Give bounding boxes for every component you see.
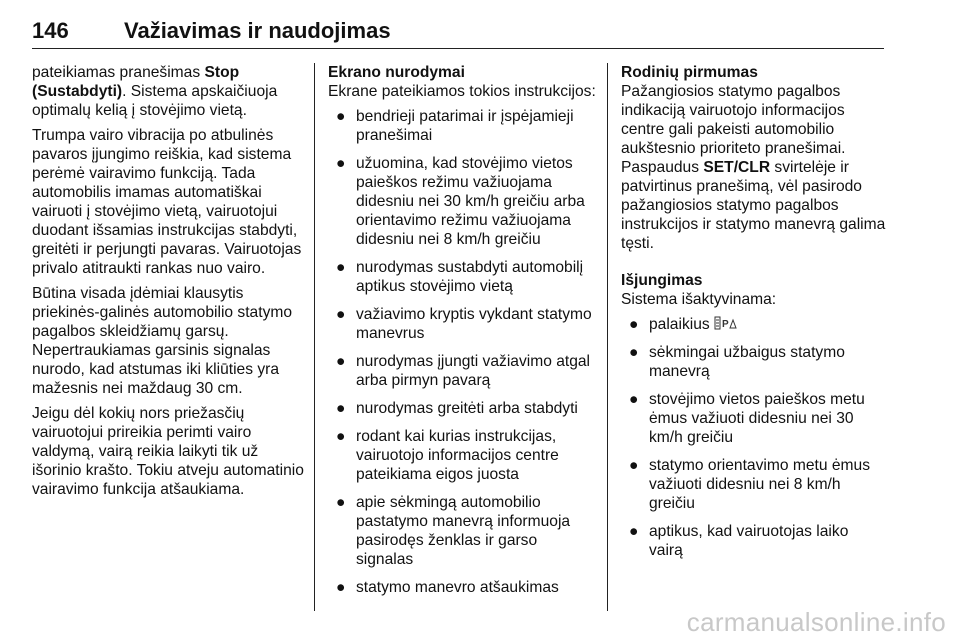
- bullet: ●: [336, 353, 346, 370]
- deactivation-list: [621, 315, 886, 560]
- paragraph-priority: [621, 82, 886, 253]
- bullet: ●: [336, 428, 346, 445]
- column-middle: [328, 63, 596, 606]
- paragraph-acoustic-signals: Būtina visada įdėmiai klausytis priekinės-galinės automobilio statymo pagalbos skleidžiamų garsų. Nepertraukiamas garsinis signalas nurodo, kad atstumas iki kliūties yra mažesnis nei maždaug 30 cm.: [32, 285, 293, 397]
- bullet: ●: [629, 391, 639, 408]
- list-item-text: rodant kai kurias instrukcijas, vairuotojo informacijos centre pateikiama eigos juosta: [356, 428, 559, 483]
- paragraph-steering-vibration: Trumpa vairo vibracija po atbulinės pavaros įjungimo reiškia, kad sistema perėmė vairavimo funkciją. Tada automobilis imamas automatiškai vairuoti į stovėjimo vietą, vairuotojui duodant išsamias instrukcijas stabdyti, greitėti ir perjungti pavaras. Vairuotojas privalo atitraukti rankas nuo vairo.: [32, 127, 302, 277]
- list-item: [621, 390, 886, 447]
- bullet: ●: [629, 523, 639, 540]
- bullet: ●: [336, 306, 346, 323]
- list-item: [328, 305, 596, 343]
- text: svirtelėje ir patvirtinus pranešimą, vėl pasirodo pažangiosios statymo pagalbos instrukcijos ir statymo manevrą galima tęsti.: [621, 159, 886, 252]
- list-item-text: nurodymas įjungti važiavimo atgal arba pirmyn pavarą: [356, 353, 591, 389]
- list-item: [328, 399, 596, 418]
- text: pateikiamas pranešimas: [32, 64, 205, 81]
- section-heading-display-priority: Rodinių pirmumas: [621, 64, 758, 81]
- page-number: 146: [32, 18, 69, 43]
- text: Pažangiosios statymo pagalbos indikaciją vairuotojo informacijos centre gali pakeisti automobilio aukštesnio prioriteto pranešimai. Paspaudus: [621, 83, 846, 176]
- bullet: ●: [336, 108, 346, 125]
- list-item-text: nurodymas sustabdyti automobilį aptikus stovėjimo vietą: [356, 259, 584, 295]
- list-item: [328, 427, 596, 484]
- section-heading-display-instructions: Ekrano nurodymai: [328, 64, 465, 81]
- list-item: [328, 107, 596, 145]
- bullet: ●: [629, 457, 639, 474]
- svg-text:P: P: [722, 319, 729, 330]
- list-item-text: apie sėkmingą automobilio pastatymo manevrą informuoja pasirodęs ženklas ir garso signalas: [356, 494, 571, 568]
- list-item-text: aptikus, kad vairuotojas laiko vairą: [649, 523, 849, 559]
- set-clr-label: SET/CLR: [703, 159, 771, 176]
- page-header: [32, 18, 884, 52]
- paragraph-take-over: Jeigu dėl kokių nors priežasčių vairuotojui prireikia perimti vairo valdymą, vairą reikia laikyti tik už išorinio krašto. Tokiu atveju automatinio vairavimo funkcija atšaukiama.: [32, 405, 304, 498]
- watermark: carmanualsonline.info: [686, 607, 946, 637]
- section-intro-deactivation: Sistema išaktyvinama:: [621, 291, 777, 308]
- list-item-text: statymo orientavimo metu ėmus važiuoti didesniu nei 8 km/h greičiu: [649, 457, 870, 512]
- column-right: [621, 63, 886, 569]
- list-item-text: užuomina, kad stovėjimo vietos paieškos režimu važiuojama didesniu nei 30 km/h greičiu arba orientavimo režimu važiuojama didesniu nei 8 km/h greičiu: [356, 155, 585, 248]
- list-item-text: statymo manevro atšaukimas: [356, 579, 559, 596]
- list-item: [328, 258, 596, 296]
- list-item: [328, 352, 596, 390]
- list-item-text: nurodymas greitėti arba stabdyti: [356, 400, 578, 417]
- list-item: [621, 315, 886, 334]
- list-item-text: bendrieji patarimai ir įspėjamieji pranešimai: [356, 108, 574, 144]
- paragraph-stop-message: [32, 63, 304, 120]
- parking-assist-icon: [714, 316, 738, 330]
- page-title: Važiavimas ir naudojimas: [124, 18, 391, 43]
- bullet: ●: [336, 259, 346, 276]
- section-intro: Ekrane pateikiamos tokios instrukcijos:: [328, 83, 596, 100]
- list-item: [621, 456, 886, 513]
- list-item: [328, 578, 596, 597]
- bullet: ●: [629, 316, 639, 333]
- stop-label: Stop (Sustabdyti): [32, 64, 240, 100]
- list-item: [621, 343, 886, 381]
- list-item: [621, 522, 886, 560]
- header-rule: [32, 48, 884, 49]
- column-left: [32, 63, 304, 505]
- list-item: [328, 493, 596, 569]
- list-item-text: važiavimo kryptis vykdant statymo manevrus: [356, 306, 592, 342]
- list-item-text: palaikius: [649, 316, 710, 333]
- bullet: ●: [336, 155, 346, 172]
- text: . Sistema apskaičiuoja optimalų kelią į stovėjimo vietą.: [32, 83, 278, 119]
- bullet: ●: [336, 494, 346, 511]
- list-item-text: stovėjimo vietos paieškos metu ėmus važiuoti didesniu nei 30 km/h greičiu: [649, 391, 865, 446]
- list-item-text: sėkmingai užbaigus statymo manevrą: [649, 344, 845, 380]
- column-divider-right: [607, 63, 608, 611]
- bullet: ●: [336, 579, 346, 596]
- list-item: [328, 154, 596, 249]
- bullet: ●: [336, 400, 346, 417]
- section-heading-deactivation: Išjungimas: [621, 272, 703, 289]
- column-divider-left: [314, 63, 315, 611]
- instruction-list: [328, 107, 596, 597]
- bullet: ●: [629, 344, 639, 361]
